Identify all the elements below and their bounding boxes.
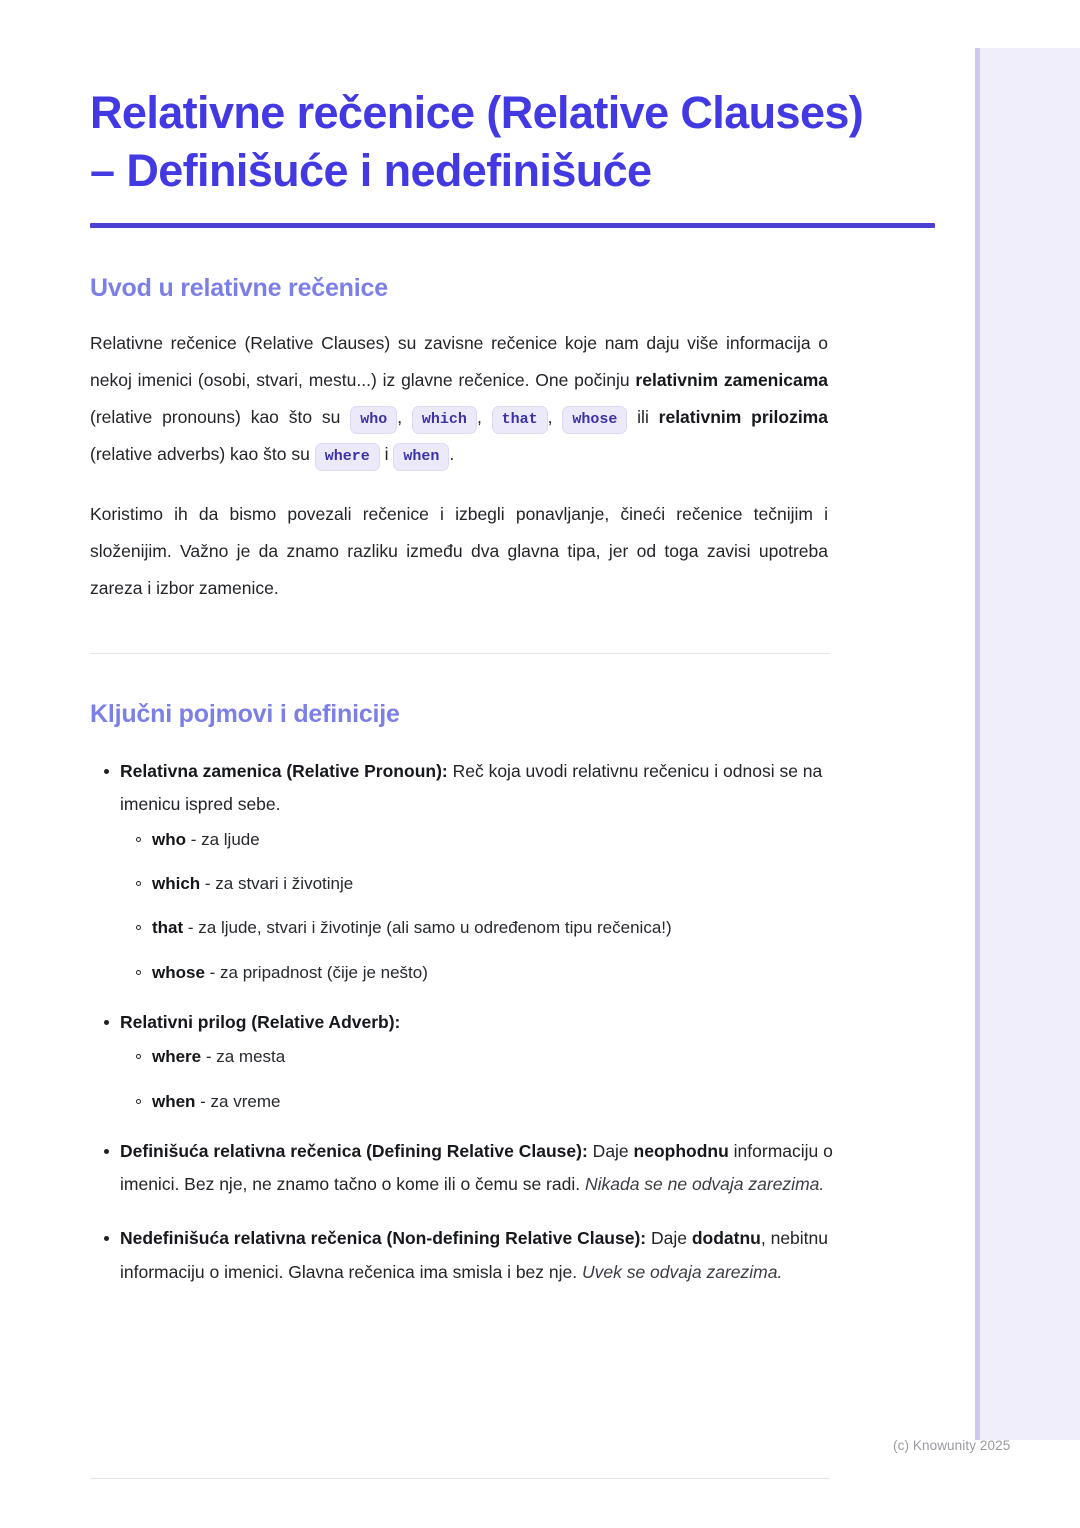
intro-paragraph-2: Koristimo ih da bismo povezali rečenice i izbegli ponavljanje, čineći rečenice tečnijim i složenijim. Važno je da znamo razliku između dva glavna tipa, jer od toga zavisi upotreba zareza i izbor zamenice. xyxy=(90,503,828,598)
term-label: Relativna zamenica (Relative Pronoun): xyxy=(120,760,448,781)
section-heading-pojmovi: Ključni pojmovi i definicije xyxy=(90,699,400,728)
sub-term-label: which xyxy=(152,874,201,894)
sub-term-label: when xyxy=(152,1091,196,1111)
sub-term-description: - za ljude xyxy=(186,830,260,850)
intro-sep-1: , xyxy=(397,407,412,428)
term-label: Nedefinišuća relativna rečenica (Non-defining Relative Clause): xyxy=(120,1227,647,1248)
sub-term-description: - za ljude, stvari i životinje (ali samo u određenom tipu rečenica!) xyxy=(183,918,672,938)
sub-term-description: - za pripadnost (čije je nešto) xyxy=(204,962,428,982)
term-description: Reč koja uvodi relativnu rečenicu i odnosi se na imenicu ispred sebe. xyxy=(120,760,823,815)
code-chip-who: who xyxy=(350,406,397,434)
list-item xyxy=(120,1006,880,1115)
code-chip-whose: whose xyxy=(562,406,627,434)
term-emphasis: dodatnu xyxy=(691,1227,761,1248)
intro-text-3: ili xyxy=(627,407,659,428)
term-emphasis: neophodnu xyxy=(633,1140,729,1161)
list-item xyxy=(152,826,880,853)
term-label: Definišuća relativna rečenica (Defining Relative Clause): xyxy=(120,1140,588,1161)
intro-sep-2: , xyxy=(476,407,492,428)
intro-text-4: (relative adverbs) kao što su xyxy=(90,444,315,465)
sub-list-pronouns xyxy=(120,826,880,986)
code-chip-where: where xyxy=(315,443,380,471)
list-item xyxy=(120,1222,880,1289)
intro-text-5: i xyxy=(379,444,394,465)
intro-paragraph xyxy=(90,325,828,473)
sub-term-label: that xyxy=(152,918,184,938)
list-item xyxy=(152,1043,880,1070)
sub-term-description: - za vreme xyxy=(195,1091,281,1111)
footer-divider xyxy=(90,1478,830,1479)
code-chip-when: when xyxy=(393,443,449,471)
page-title: Relativne rečenice (Relative Clauses) – Definišuće i nedefinišuće xyxy=(90,87,864,196)
intro-bold-1: relativnim zamenicama xyxy=(635,370,828,391)
intro-text-1: Relativne rečenice (Relative Clauses) su zavisne rečenice koje nam daju više informacija o nekoj imenici (osobi, stvari, mestu...) iz glavne rečenice. One počinju xyxy=(90,333,828,391)
sub-term-label: where xyxy=(152,1047,202,1067)
intro-sep-3: , xyxy=(547,407,563,428)
list-item xyxy=(120,1135,880,1202)
list-item xyxy=(120,755,880,986)
intro-text-6: . xyxy=(449,444,455,465)
term-note: Uvek se odvaja zarezima. xyxy=(581,1261,783,1282)
sub-list-adverbs xyxy=(120,1043,880,1114)
code-chip-which: which xyxy=(412,406,477,434)
code-chip-that: that xyxy=(492,406,548,434)
intro-bold-2: relativnim prilozima xyxy=(658,407,828,428)
sub-term-label: whose xyxy=(152,962,205,982)
title-divider xyxy=(90,223,935,228)
list-item xyxy=(152,1088,880,1115)
intro-text-2: (relative pronouns) kao što su xyxy=(90,407,351,428)
key-terms-list xyxy=(90,755,880,1289)
term-note: Nikada se ne odvaja zarezima. xyxy=(584,1174,825,1195)
term-label: Relativni prilog (Relative Adverb): xyxy=(120,1011,401,1032)
section-heading-uvod: Uvod u relativne rečenice xyxy=(90,274,388,303)
term-description-2: , nebitnu informaciju o imenici. Glavna rečenica ima smisla i bez nje. xyxy=(120,1227,828,1282)
term-description-2: informaciju o imenici. Bez nje, ne znamo tačno o kome ili o čemu se radi. xyxy=(120,1140,833,1195)
list-item xyxy=(152,959,880,986)
watermark: (c) Knowunity 2025 xyxy=(893,1438,1011,1453)
sub-term-description: - za mesta xyxy=(201,1047,286,1067)
list-item xyxy=(152,914,880,941)
sub-term-label: who xyxy=(152,830,186,850)
term-description: Daje xyxy=(646,1227,692,1248)
list-item xyxy=(152,870,880,897)
sub-term-description: - za stvari i životinje xyxy=(200,874,354,894)
section-divider-1 xyxy=(90,653,830,654)
term-description: Daje xyxy=(587,1140,634,1161)
